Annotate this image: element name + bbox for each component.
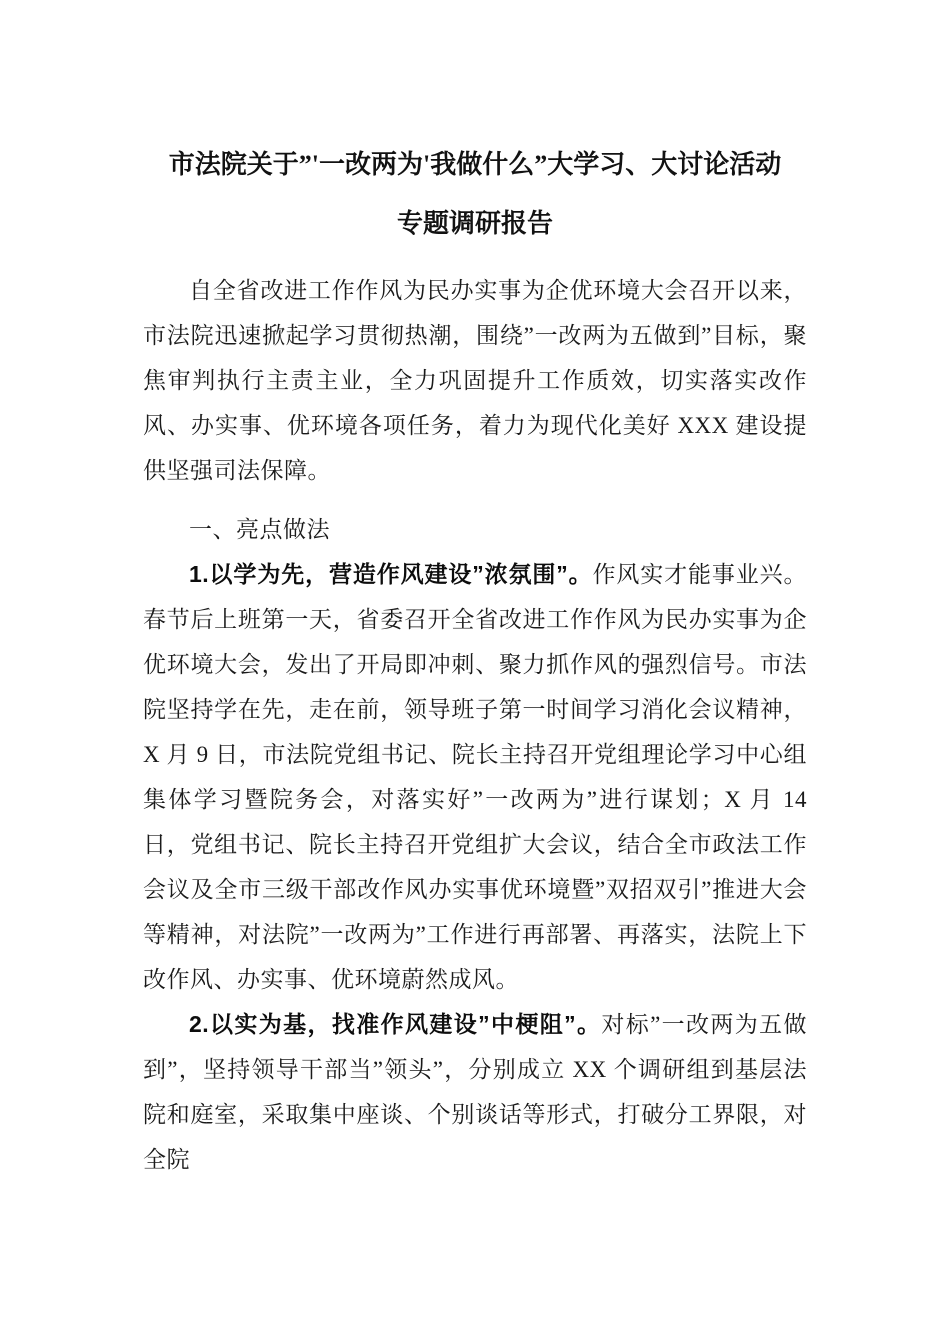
title-line-1: 市法院关于”'一改两为'我做什么”大学习、大讨论活动 [168, 150, 782, 179]
title-line-2: 专题调研报告 [396, 209, 553, 238]
paragraph-point-1 [143, 552, 807, 1002]
paragraph-point-2 [143, 1002, 807, 1182]
intro-paragraph: 自全省改进工作作风为民办实事为企优环境大会召开以来，市法院迅速掀起学习贯彻热潮，围绕”一改两为五做到”目标，聚焦审判执行主责主业，全力巩固提升工作质效，切实落实改作风、办实事、优环境各项任务，着力为现代化美好 XXX 建设提供坚强司法保障。 [143, 278, 807, 483]
document-title [143, 135, 807, 253]
point-2-lead: 2.以实为基，找准作风建设”中梗阻”。 [189, 1011, 602, 1037]
section-heading-highlights: 一、亮点做法 [189, 517, 330, 542]
point-2-text: 对标”一改两为五做到”，坚持领导干部当”领头”，分别成立 XX 个调研组到基层法院和庭室，采取集中座谈、个别谈话等形式，打破分工界限，对全院 [143, 1012, 807, 1172]
point-1-text: 作风实才能事业兴。春节后上班第一天，省委召开全省改进工作作风为民办实事为企优环境大会，发出了开局即冲刺、聚力抓作风的强烈信号。市法院坚持学在先，走在前，领导班子第一时间学习消化会议精神，X 月 9 日，市法院党组书记、院长主持召开党组理论学习中心组集体学习暨院务会，对落实好”一改两为”进行谋划；X 月 14 日，党组书记、院长主持召开党组扩大会议，结合全市政法工作会议及全市三级干部改作风办实事优环境暨”双招双引”推进大会等精神，对法院”一改两为”工作进行再部署、再落实，法院上下改作风、办实事、优环境蔚然成风。 [143, 562, 808, 992]
point-1-lead: 1.以学为先，营造作风建设”浓氛围”。 [189, 561, 593, 587]
